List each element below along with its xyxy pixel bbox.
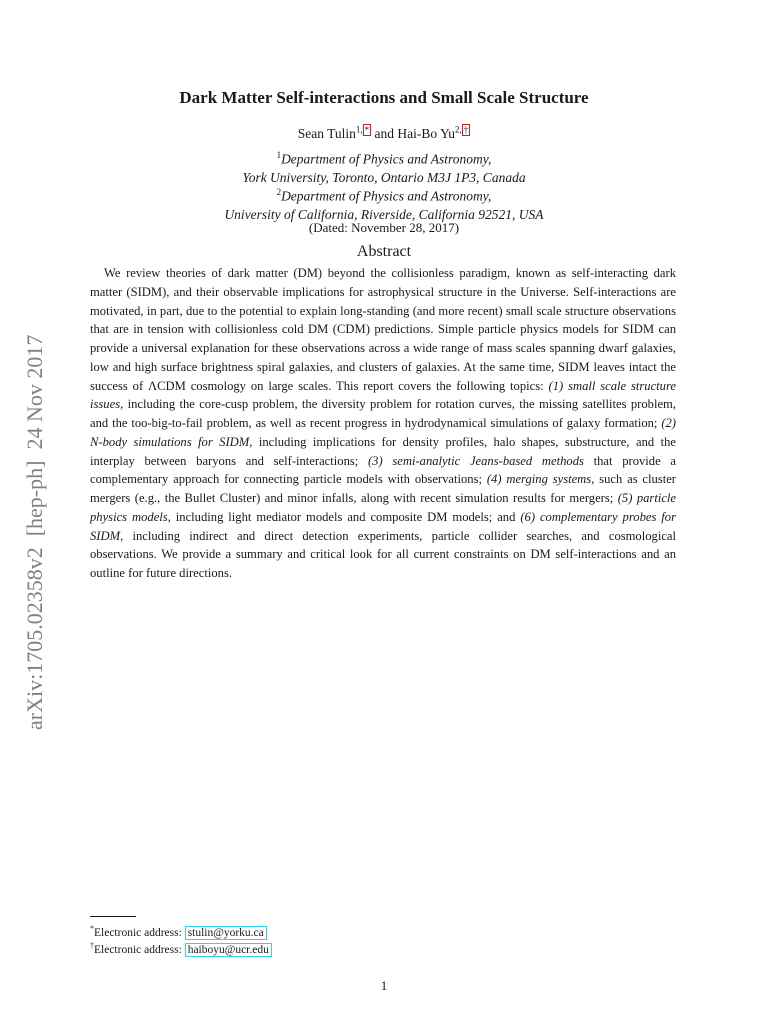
footnote-mark: †: [90, 941, 94, 950]
dated-line: (Dated: November 28, 2017): [308, 220, 460, 235]
page-number: 1: [380, 978, 388, 993]
footnote-divider: [90, 916, 136, 917]
footnote-label: Electronic address:: [94, 926, 185, 939]
email-link[interactable]: haiboyu@ucr.edu: [185, 943, 272, 957]
affiliation-sup: 2: [276, 187, 282, 197]
affiliation-line: Department of Physics and Astronomy,: [281, 151, 492, 167]
abstract-topic: (3) semi-analytic Jeans-based methods: [367, 453, 584, 468]
author-affiliation-sup: 2,: [455, 124, 462, 135]
abstract-text: , including indirect and direct detection experiments, particle collider searches, and cosmological observations. We provide a summary and critical look for all current constraints on DM self-interactions and an outline for future directions.: [90, 528, 676, 580]
affiliation-block: [0, 183, 768, 224]
abstract-topic: (1) small scale structure issues: [90, 378, 676, 412]
abstract-text: We review theories of dark matter (DM) beyond the collisionless paradigm, known as self-interacting dark matter (SIDM), and their observable implications for astrophysical structure in the Universe. Self-interactions are motivated, in part, due to the potential to explain long-standing (and more recent) small scale structure observations that are in tension with collisionless cold DM (CDM) predictions. Simple particle physics models for SIDM can provide a universal explanation for these observations across a wide range of mass scales spanning dwarf galaxies, low and high surface brightness spiral galaxies, and clusters of galaxies. At the same time, SIDM leaves intact the success of ΛCDM cosmology on large scales. This report covers the following topics:: [90, 266, 676, 393]
affiliation-block: [0, 146, 768, 187]
author-line: [0, 124, 768, 142]
author-name: Hai-Bo Yu: [397, 126, 456, 141]
affiliation-line: Department of Physics and Astronomy,: [281, 188, 492, 204]
affiliation-line: York University, Toronto, Ontario M3J 1P3, Canada: [242, 169, 526, 185]
abstract-text: , including the core-cusp problem, the diversity problem for rotation curves, the missing satellites problem, and the too-big-to-fail problem, as well as recent progress in hydrodynamical simulations of galaxy formation;: [90, 397, 676, 430]
abstract-text: , including implications for density profiles, halo shapes, substructure, and the interplay between baryons and self-interactions;: [90, 434, 676, 468]
abstract-text: , such as cluster mergers (e.g., the Bullet Cluster) and minor infalls, along with recent simulation results for mergers;: [90, 472, 676, 505]
footnote-link[interactable]: *: [364, 125, 370, 135]
footnote-link[interactable]: †: [463, 125, 469, 135]
affiliation-line: University of California, Riverside, California 92521, USA: [224, 206, 544, 222]
arxiv-identifier-stamp: [14, 262, 50, 732]
footnote-mark: *: [90, 924, 94, 933]
footnote: [90, 938, 272, 958]
author-conjunction: and: [374, 126, 395, 141]
abstract-topic: (2) N-body simulations for SIDM: [90, 416, 676, 449]
footnote-label: Electronic address:: [94, 943, 185, 956]
arxiv-stamp-text: arXiv:1705.02358v2 [hep-ph] 24 Nov 2017: [22, 334, 47, 730]
abstract-text: that provide a complementary approach for connecting particle models with observations;: [90, 453, 676, 487]
abstract-heading: Abstract: [356, 243, 412, 260]
author-affiliation-sup: 1,: [355, 124, 363, 135]
paper-title: Dark Matter Self-interactions and Small Scale Structure: [179, 88, 589, 107]
affiliation-sup: 1: [276, 150, 282, 160]
abstract-topic: (6) complementary probes for SIDM: [90, 509, 676, 543]
abstract-topic: (5) particle physics models: [90, 491, 676, 524]
abstract-text: , including light mediator models and composite DM models; and: [167, 509, 521, 524]
abstract-body: [90, 264, 676, 583]
abstract-topic: (4) merging systems: [486, 472, 592, 487]
author-name: Sean Tulin: [297, 126, 356, 141]
email-link[interactable]: stulin@yorku.ca: [185, 926, 267, 940]
